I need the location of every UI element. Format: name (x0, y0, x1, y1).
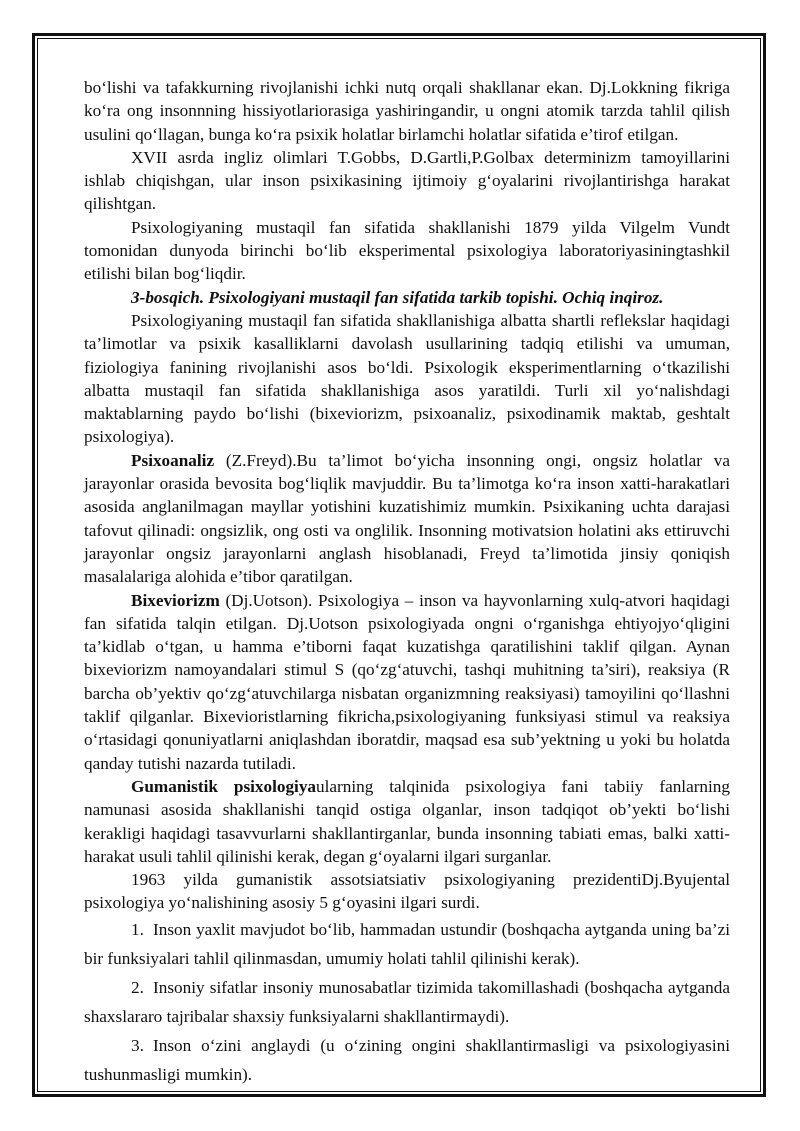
humanistic-text: ularning talqinida psixologiya fani tabiiy fanlarning namunasi asosida shakllanishi tanqid ostiga olganlar, inson tadqiqot ob’yekti bo‘lishi kerakligi haqidagi tasavvurlarni shakllantirganlar, bunda insonning tabiati emas, balki xatti-harakat usuli tahlil qilinishi kerak, degan g‘oyalarni ilgari surganlar. (84, 776, 730, 866)
paragraph-determinism: XVII asrda ingliz olimlari T.Gobbs, D.Gartli,P.Golbax determinizm tamoyillarini ishlab chiqishgan, ular inson psixikasining ijtimoiy g‘oyalarini rivojlantirishga harakat qilishtgan. (84, 147, 730, 214)
list-item (84, 915, 730, 973)
section-heading: 3-bosqich. Psixologiyani mustaqil fan sifatida tarkib topishi. Ochiq inqiroz. (131, 287, 664, 307)
term-psychoanalysis: Psixoanaliz (131, 450, 215, 470)
paragraph-continuation: bo‘lishi va tafakkurning rivojlanishi ichki nutq orqali shakllanar ekan. Dj.Lokkning fikriga ko‘ra ong insonnning hissiyotlariorasiga yashiringandir, u ongni atomik tarzda tahlil qilish usulini qo‘llagan, bunga ko‘ra psixik holatlar birlamchi holatlar sifatida e’tirof etilgan. (84, 78, 730, 144)
behaviorism-text: (Dj.Uotson). Psixologiya – inson va hayvonlarning xulq-atvori haqidagi fan sifatida talqin etilgan. Dj.Uotson psixologiyada ongni o‘rganishga ehtiyojyo‘qligini ta’kidlab o‘tgan, u hamma e’tiborni faqat kuzatishga qaratilishini taklif qilgan. Aynan bixeviorizm namoyandalari stimul S (qo‘zg‘atuvchi, tashqi muhitning ta’siri), reaksiya (R barcha ob’yektiv qo‘zg‘atuvchilarga nisbatan organizmning reaksiyasi) tamoyilini qo‘llashni taklif qilganlar. Bixevioristlarning fikricha,psixologiyaning funksiyasi stimul va reaksiya o‘rtasidagi qonuniyatlarni aniqlashdan iboratdir, maqsad esa sub’yektning u yoki bu holatda qanday tutishi nazarda tutiladi. (84, 590, 730, 773)
paragraph-vundt: Psixologiyaning mustaqil fan sifatida shakllanishi 1879 yilda Vilgelm Vundt tomonidan dunyoda birinchi bo‘lib eksperimental psixologiya laboratoriyasiningtashkil etilishi bilan bog‘liqdir. (84, 217, 730, 284)
list-item (84, 1031, 730, 1089)
psychoanalysis-text: (Z.Freyd).Bu ta’limot bo‘yicha insonning ongi, ongsiz holatlar va jarayonlar orasida bevosita bog‘liqlik mavjuddir. Bu ta’limotga ko‘ra inson xatti-harakatlari asosida anglanilmagan mayllar yotishini kuzatishimiz mumkin. Psixikaning uchta darajasi tafovut qilinadi: ongsizlik, ong osti va onglilik. Insonning motivatsion holatini aks ettiruvchi jarayonlar ongsiz jarayonlarni anglash hisoblanadi, Freyd ta’limotida jinsiy qoniqish masalalariga alohida e’tibor qaratilgan. (84, 450, 730, 587)
list-item-text: Inson o‘zini anglaydi (u o‘zining ongini shakllantirmasligi va psixologiyasini tushunmasligi mumkin). (84, 1035, 730, 1084)
list-item-text: Inson yaxlit mavjudot bo‘lib, hammadan ustundir (boshqacha aytganda uning ba’zi bir funksiyalari tahlil qilinmasdan, umumiy holati tahlil qilinishi kerak). (84, 919, 730, 968)
paragraph-psychoanalysis (84, 449, 730, 589)
paragraph-byujental: 1963 yilda gumanistik assotsiatsiativ psixologiyaning prezidentiDj.Byujental psixologiya yo‘nalishining asosiy 5 g‘oyasini ilgari surdi. (84, 870, 730, 913)
paragraph-humanistic (84, 775, 730, 868)
list-number: 1. (131, 919, 144, 939)
list-item (84, 973, 730, 1031)
paragraph-behaviorism (84, 589, 730, 775)
list-number: 2. (131, 977, 144, 997)
term-behaviorism: Bixeviorizm (131, 590, 220, 610)
list-item-text: Insoniy sifatlar insoniy munosabatlar tizimida takomillashadi (boshqacha aytganda shaxslararo tajribalar shaxsiy funksiyalarni shakllantirmaydi). (84, 977, 730, 1026)
term-humanistic: Gumanistik psixologiya (131, 776, 317, 796)
document-page (84, 76, 730, 1089)
list-number: 3. (131, 1035, 144, 1055)
paragraph-formation: Psixologiyaning mustaqil fan sifatida shakllanishiga albatta shartli reflekslar haqidagi ta’limotlar va psixik kasalliklarni davolash usullarining tadqiq etilishi va umuman, fiziologiya fanining rivojlanishi asos bo‘ldi. Psixologik eksperimentlarning o‘tkazilishi albatta mustaqil fan sifatida shakllanishiga asos yaratildi. Turli xil yo‘nalishdagi maktablarning paydo bo‘lishi (bixeviorizm, psixoanaliz, psixodinamik maktab, geshtalt psixologiya). (84, 310, 730, 447)
